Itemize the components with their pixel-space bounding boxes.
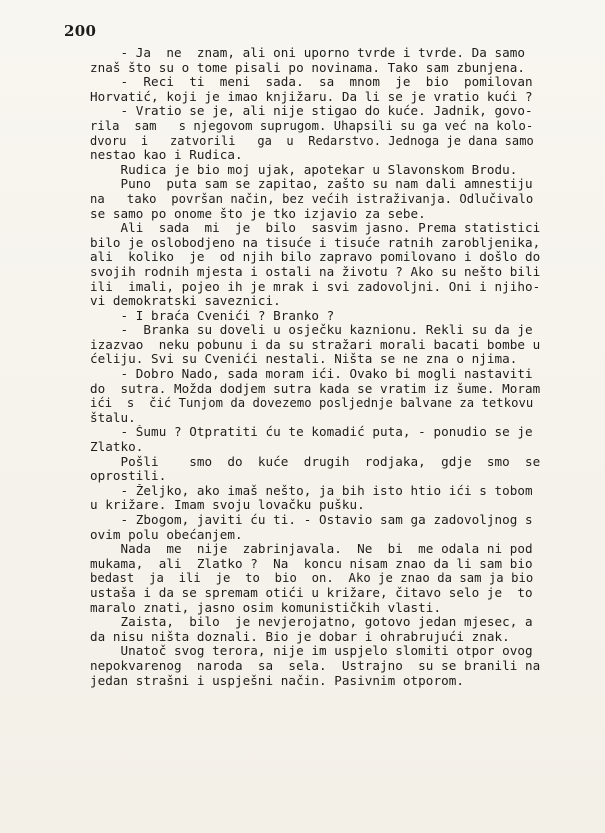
text-line: Pošli smo do kuće drugih rodjaka, gdje smo se: [90, 454, 540, 469]
text-line: vi demokratski saveznici.: [90, 294, 281, 309]
text-line: Rudica je bio moj ujak, apotekar u Slavonskom Brodu.: [90, 162, 518, 177]
text-line: znaš što su o tome pisali po novinama. Tako sam zbunjena.: [90, 60, 526, 75]
text-line: Puno puta sam se zapitao, zašto su nam dali amnestiju: [90, 177, 533, 192]
text-line: Zaista, bilo je nevjerojatno, gotovo jedan mjesec, a: [90, 615, 533, 630]
text-line: - Reci ti meni sada. sa mnom je bio pomilovan: [90, 75, 533, 90]
text-line: Nada me nije zabrinjavala. Ne bi me odala ni pod: [90, 542, 533, 557]
text-line: bilo je oslobodjeno na tisuće i tisuće ratnih zarobljenika,: [90, 235, 540, 250]
page-number: 200: [64, 22, 97, 40]
text-line: Ali sada mi je bilo sasvim jasno. Prema statistici: [90, 221, 540, 236]
text-line: izazvao neku pobunu i da su stražari morali bacati bombe u: [90, 337, 540, 352]
text-line: se samo po onome što je tko izjavio za sebe.: [90, 206, 426, 221]
text-line: - I braća Cvenići ? Branko ?: [90, 308, 335, 323]
text-line: u križare. Imam svoju lovačku pušku.: [90, 498, 365, 513]
text-line: - Željko, ako imaš nešto, ja bih isto htio ići s tobom: [90, 483, 533, 498]
text-line: Horvatić, koji je imao knjižaru. Da li se je vratio kući ?: [90, 89, 533, 104]
text-line: Unatoč svog terora, nije im uspjelo slomiti otpor ovog: [90, 644, 533, 659]
text-line: mukama, ali Zlatko ? Na koncu nisam znao da li sam bio: [90, 556, 533, 571]
text-line: ćeliju. Svi su Cvenići nestali. Ništa se ne zna o njima.: [90, 352, 518, 367]
text-line: ovim polu obećanjem.: [90, 527, 243, 542]
text-line: štalu.: [90, 410, 136, 425]
text-line: nepokvarenog naroda sa sela. Ustrajno su se branili na: [90, 658, 540, 673]
text-line: - Zbogom, javiti ću ti. - Ostavio sam ga zadovoljnog s: [90, 513, 533, 527]
text-line: ići s čić Tunjom da dovezemo posljednje balvane za tetkovu: [90, 396, 534, 411]
text-line: - Šumu ? Otpratiti ću te komadić puta, - ponudio se je: [90, 425, 533, 440]
text-line: - Ja ne znam, ali oni uporno tvrde i tvrde. Da samo: [90, 46, 526, 60]
text-line: - Branka su doveli u osječku kaznionu. Rekli su da je: [90, 323, 533, 338]
text-line: ili imali, pojeo ih je mrak i svi zadovoljni. Oni i njiho-: [90, 279, 540, 294]
text-line: bedast ja ili je to bio on. Ako je znao da sam ja bio: [90, 571, 534, 586]
text-line: - Vratio se je, ali nije stigao do kuće. Jadnik, govo-: [90, 104, 533, 119]
body-text: [90, 46, 540, 688]
text-line: svojih rodnih mjesta i ostali na životu ? Ako su nešto bili: [90, 264, 540, 279]
text-line: ali koliko je od njih bilo zapravo pomilovano i došlo do: [90, 250, 540, 265]
text-line: Zlatko.: [90, 440, 144, 455]
text-line: ustaša i da se spremam otići u križare, čitavo selo je to: [90, 585, 533, 600]
text-line: na tako površan način, bez većih istraživanja. Odlučivalo: [90, 191, 534, 206]
text-line: oprostili.: [90, 469, 167, 484]
text-line: maralo znati, jasno osim komunističkih vlasti.: [90, 600, 442, 615]
text-line: rila sam s njegovom suprugom. Uhapsili su ga već na kolo-: [90, 118, 534, 133]
text-line: jedan strašni i uspješni način. Pasivnim otporom.: [90, 673, 464, 688]
text-line: do sutra. Možda dodjem sutra kada se vratim iz šume. Moram: [90, 381, 540, 396]
text-line: nestao kao i Rudica.: [90, 148, 243, 163]
text-line: - Dobro Nado, sada moram ići. Ovako bi mogli nastaviti: [90, 367, 533, 382]
text-line: da nisu ništa doznali. Bio je dobar i ohrabrujući znak.: [90, 629, 510, 644]
text-line: dvoru i zatvorili ga u Redarstvo. Jednoga je dana samo: [90, 133, 534, 148]
